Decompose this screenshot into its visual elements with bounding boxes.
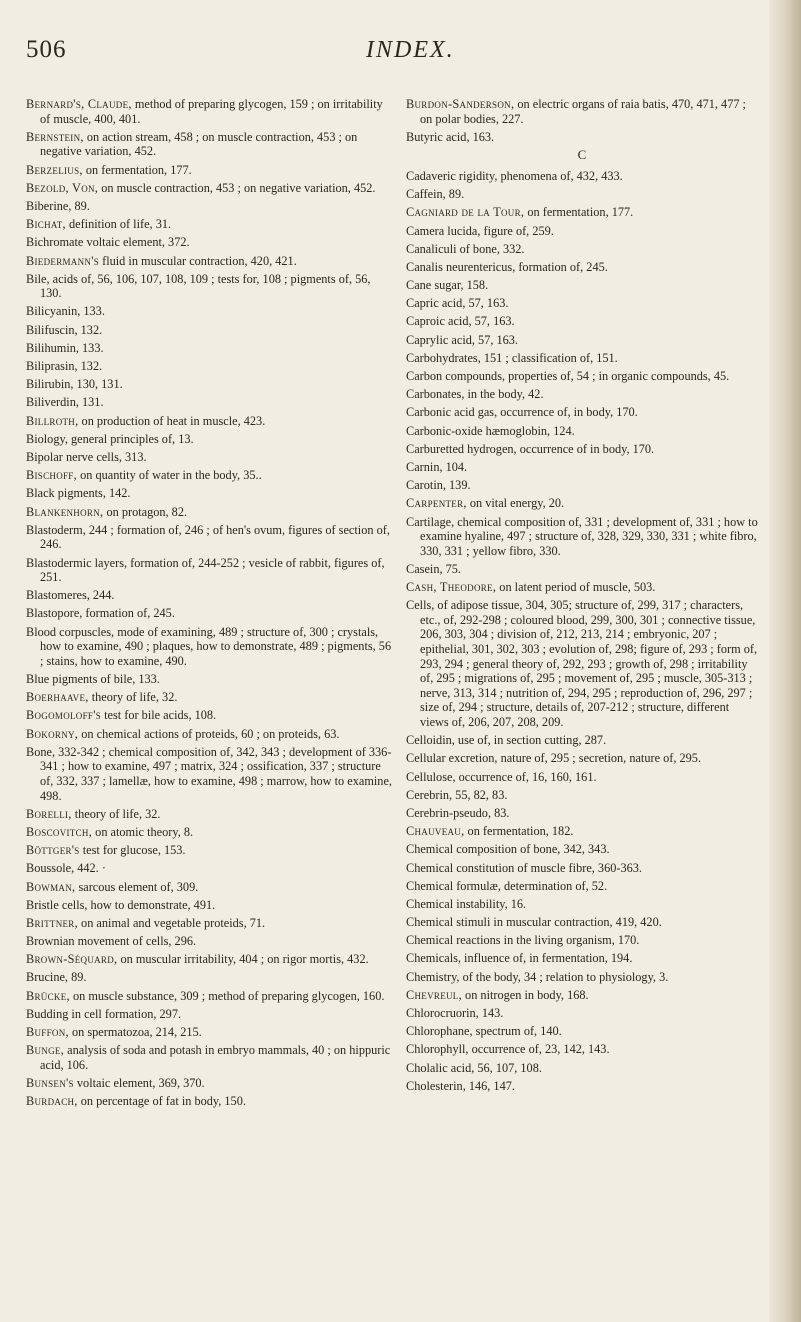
- entry-text: theory of life, 32.: [71, 806, 161, 821]
- entry-name: Berzelius,: [26, 162, 83, 177]
- index-entry: [26, 505, 392, 520]
- index-column-left: [26, 97, 392, 1112]
- index-entry: [26, 825, 392, 840]
- entry-text: Chlorophane, spectrum of, 140.: [406, 1024, 562, 1039]
- index-entry: [26, 1007, 392, 1022]
- index-entry: [26, 254, 392, 269]
- index-entry: [406, 1024, 758, 1039]
- entry-text: Bichromate voltaic element, 372.: [26, 235, 190, 250]
- entry-text: Chemical reactions in the living organism, 170.: [406, 933, 640, 948]
- entry-text: Carbohydrates, 151 ; classification of, 151.: [406, 350, 618, 365]
- index-entry: [26, 523, 392, 552]
- entry-text: Chemistry, of the body, 34 ; relation to physiology, 3.: [406, 969, 669, 984]
- entry-text: on muscle substance, 309 ; method of preparing glycogen, 160.: [69, 988, 385, 1003]
- entry-text: theory of life, 32.: [88, 690, 178, 705]
- index-entry: [406, 580, 758, 595]
- index-entry: [26, 395, 392, 410]
- index-entry: [406, 598, 758, 729]
- entry-text: on action stream, 458 ; on muscle contraction, 453 ; on negative variation, 452.: [40, 129, 358, 159]
- entry-name: Buffon,: [26, 1025, 69, 1039]
- entry-text: Biberine, 89.: [26, 198, 90, 213]
- entry-text: Cholesterin, 146, 147.: [406, 1078, 515, 1093]
- entry-text: definition of life, 31.: [65, 217, 172, 232]
- index-entry: [26, 414, 392, 429]
- index-entry: [406, 260, 758, 275]
- index-entry: [26, 1043, 392, 1072]
- entry-text: Bilifuscin, 132.: [26, 322, 103, 337]
- index-entry: [26, 625, 392, 669]
- index-entry: [26, 235, 392, 250]
- entry-text: on fermentation, 182.: [464, 824, 574, 839]
- entry-text: voltaic element, 369, 370.: [73, 1075, 205, 1090]
- entry-text: Bilicyanin, 133.: [26, 304, 105, 319]
- page-edge-shadow: [769, 0, 801, 1322]
- entry-text: Caffein, 89.: [406, 187, 465, 202]
- entry-text: Black pigments, 142.: [26, 486, 131, 501]
- entry-text: analysis of soda and potash in embryo mammals, 40 ; on hippuric acid, 106.: [40, 1043, 391, 1072]
- entry-text: Carbonic acid gas, occurrence of, in body, 170.: [406, 405, 638, 420]
- entry-text: Bile, acids of, 56, 106, 107, 108, 109 ; tests for, 108 ; pigments of, 56, 130.: [26, 271, 371, 301]
- index-entry: [406, 1079, 758, 1094]
- entry-text: on fermentation, 177.: [524, 205, 634, 220]
- entry-name: Boscovitch,: [26, 824, 93, 839]
- index-entry: [26, 727, 392, 742]
- entry-text: on nitrogen in body, 168.: [461, 987, 589, 1002]
- index-entry: [26, 880, 392, 895]
- index-entry: [26, 272, 392, 301]
- entry-text: Cerebrin, 55, 82, 83.: [406, 787, 508, 802]
- entry-name: Bokorny,: [26, 726, 79, 741]
- index-entry: [406, 915, 758, 930]
- index-entry: [26, 934, 392, 949]
- index-entry: [406, 515, 758, 559]
- index-entry: [406, 842, 758, 857]
- entry-text: on spermatozoa, 214, 215.: [68, 1025, 202, 1039]
- entry-name: Cash, Theodore,: [406, 580, 497, 595]
- entry-name: Brücke,: [26, 988, 70, 1003]
- entry-name: Biedermann's: [26, 253, 100, 268]
- entry-text: test for bile acids, 108.: [101, 708, 217, 723]
- index-entry: [406, 496, 758, 511]
- entry-text: Carbonates, in the body, 42.: [406, 387, 544, 402]
- index-entry: [406, 1006, 758, 1021]
- entry-text: method of preparing glycogen, 159 ; on irritability of muscle, 400, 401.: [40, 97, 383, 126]
- entry-text: on muscular irritability, 404 ; on rigor mortis, 432.: [117, 952, 369, 967]
- index-entry: [406, 861, 758, 876]
- entry-text: Bipolar nerve cells, 313.: [26, 449, 147, 464]
- entry-name: Bischoff,: [26, 468, 77, 483]
- entry-name: Boerhaave,: [26, 690, 89, 705]
- index-entry: [406, 224, 758, 239]
- index-entry: [406, 333, 758, 348]
- entry-text: Cartilage, chemical composition of, 331 ; development of, 331 ; how to examine hyaline, 497 ; structure of, 328, 329, 330, 331 ; white fibro, 330, 331 ; yellow fibro, 330.: [406, 514, 758, 558]
- index-entry: [406, 169, 758, 184]
- entry-text: Cerebrin-pseudo, 83.: [406, 805, 510, 820]
- index-entry: [406, 879, 758, 894]
- entry-text: Blue pigments of bile, 133.: [26, 672, 160, 687]
- entry-name: Bezold, Von,: [26, 180, 99, 195]
- entry-text: Cholalic acid, 56, 107, 108.: [406, 1060, 542, 1075]
- index-entry: [406, 806, 758, 821]
- entry-text: on muscle contraction, 453 ; on negative variation, 452.: [98, 180, 376, 195]
- entry-name: Bunge,: [26, 1043, 65, 1058]
- entry-text: Chemical formulæ, determination of, 52.: [406, 878, 608, 893]
- index-entry: [26, 163, 392, 178]
- index-entry: [26, 1094, 392, 1109]
- entry-text: Carbon compounds, properties of, 54 ; in organic compounds, 45.: [406, 369, 730, 384]
- entry-text: on electric organs of raia batis, 470, 471, 477 ; on polar bodies, 227.: [420, 97, 746, 126]
- index-entry: [26, 1076, 392, 1091]
- index-entry: [26, 606, 392, 621]
- entry-name: Chauveau,: [406, 824, 465, 839]
- index-entry: [26, 588, 392, 603]
- entry-text: on production of heat in muscle, 423.: [78, 413, 266, 428]
- entry-name: Cagniard de la Tour,: [406, 205, 525, 220]
- entry-text: Chemical composition of bone, 342, 343.: [406, 842, 610, 857]
- entry-text: Bone, 332-342 ; chemical composition of, 342, 343 ; development of 336-341 ; how to examine, 497 ; matrix, 324 ; ossification, 337 ; structure of, 332, 337 ; lamellæ, how to examine, 498 ; marrow, how to examine, 498.: [26, 744, 392, 803]
- entry-text: Brownian movement of cells, 296.: [26, 934, 197, 949]
- entry-name: Borelli,: [26, 806, 72, 821]
- index-entry: [406, 733, 758, 748]
- entry-text: Bilirubin, 130, 131.: [26, 377, 123, 392]
- index-entry: [406, 351, 758, 366]
- index-entry: [406, 951, 758, 966]
- section-letter-heading: C: [577, 147, 587, 163]
- entry-text: Cells, of adipose tissue, 304, 305; structure of, 299, 317 ; characters, etc., of, 292-298 ; coloured blood, 299, 300, 301 ; connective tissue, 206, 303, 304 ; division of, 212, 213, 214 ; embryonic, 207 ; epithelial, 301, 302, 303 ; evolution of, 298; figure of, 293 ; form of, 293, 294 ; general theory of, 292, 293 ; growth of, 298 ; irritability of, 295 ; migrations of, 295 ; movement of, 295 ; muscle, 305-313 ; nerve, 313, 314 ; nutrition of, 294, 295 ; reproduction of, 296, 297 ; size of, 294 ; structure, details of, 207-212 ; structure, different views of, 206, 207, 208, 209.: [406, 598, 758, 730]
- entry-text: Butyric acid, 163.: [406, 129, 495, 144]
- entry-name: Bernard's, Claude,: [26, 97, 132, 111]
- entry-text: Carotin, 139.: [406, 478, 471, 493]
- entry-text: Boussole, 442. ·: [26, 861, 106, 876]
- index-entry: [26, 970, 392, 985]
- entry-name: Burdon-Sanderson,: [406, 97, 515, 111]
- entry-name: Brittner,: [26, 915, 78, 930]
- index-entry: [26, 217, 392, 232]
- index-entry: [406, 824, 758, 839]
- entry-text: Chlorophyll, occurrence of, 23, 142, 143.: [406, 1042, 610, 1057]
- index-entry: [26, 1025, 392, 1040]
- entry-name: Bernstein,: [26, 129, 84, 144]
- index-entry: [406, 460, 758, 475]
- entry-text: on protagon, 82.: [103, 504, 188, 519]
- entry-text: Capric acid, 57, 163.: [406, 296, 509, 311]
- entry-text: Cellulose, occurrence of, 16, 160, 161.: [406, 769, 597, 784]
- entry-text: Blastodermic layers, formation of, 244-252 ; vesicle of rabbit, figures of, 251.: [26, 555, 385, 585]
- entry-text: Budding in cell formation, 297.: [26, 1006, 182, 1021]
- entry-text: Carnin, 104.: [406, 459, 468, 474]
- index-entry: [406, 988, 758, 1003]
- entry-name: Burdach,: [26, 1094, 78, 1109]
- index-entry: [26, 486, 392, 501]
- entry-text: on atomic theory, 8.: [92, 824, 194, 839]
- index-entry: [406, 130, 758, 145]
- entry-name: Bogomoloff's: [26, 708, 102, 723]
- entry-text: Canaliculi of bone, 332.: [406, 241, 525, 256]
- entry-text: Chemical constitution of muscle fibre, 360-363.: [406, 860, 642, 875]
- entry-text: fluid in muscular contraction, 420, 421.: [99, 253, 297, 268]
- entry-text: Celloidin, use of, in section cutting, 287.: [406, 733, 607, 748]
- index-entry: [406, 751, 758, 766]
- index-entry: [26, 323, 392, 338]
- entry-text: Cane sugar, 158.: [406, 278, 489, 293]
- index-entry: [406, 405, 758, 420]
- entry-text: Cadaveric rigidity, phenomena of, 432, 433.: [406, 168, 623, 183]
- index-entry: [406, 442, 758, 457]
- index-entry: [26, 97, 392, 126]
- entry-text: Carbonic-oxide hæmoglobin, 124.: [406, 423, 575, 438]
- entry-text: Chlorocruorin, 143.: [406, 1006, 504, 1021]
- entry-name: Bichat,: [26, 217, 66, 232]
- index-column-right: [406, 97, 758, 1097]
- entry-text: Casein, 75.: [406, 561, 461, 576]
- entry-text: Chemicals, influence of, in fermentation, 194.: [406, 951, 633, 966]
- index-entry: [26, 130, 392, 159]
- index-entry: [26, 432, 392, 447]
- entry-text: Biliverdin, 131.: [26, 395, 104, 410]
- entry-text: Blastomeres, 244.: [26, 588, 115, 603]
- entry-text: Bristle cells, how to demonstrate, 491.: [26, 897, 216, 912]
- entry-name: Billroth,: [26, 413, 79, 428]
- entry-text: sarcous element of, 309.: [75, 879, 199, 894]
- index-entry: [26, 304, 392, 319]
- entry-name: Bunsen's: [26, 1075, 74, 1090]
- index-entry: [26, 556, 392, 585]
- index-entry: [406, 562, 758, 577]
- index-entry: [26, 672, 392, 687]
- entry-text: Carburetted hydrogen, occurrence of in body, 170.: [406, 441, 655, 456]
- entry-name: Blankenhorn,: [26, 504, 104, 519]
- index-entry: [26, 690, 392, 705]
- entry-name: Böttger's: [26, 843, 80, 858]
- index-entry: [26, 745, 392, 803]
- index-entry: [26, 181, 392, 196]
- entry-name: Carpenter,: [406, 496, 467, 511]
- index-entry: [406, 278, 758, 293]
- entry-text: on animal and vegetable proteids, 71.: [77, 915, 266, 930]
- index-entry: [406, 897, 758, 912]
- index-entry: [406, 205, 758, 220]
- entry-text: on percentage of fat in body, 150.: [77, 1094, 246, 1109]
- index-entry: [406, 933, 758, 948]
- entry-text: Camera lucida, figure of, 259.: [406, 223, 554, 238]
- entry-name: Bowman,: [26, 879, 76, 894]
- entry-text: Caproic acid, 57, 163.: [406, 314, 515, 329]
- index-entry: [406, 770, 758, 785]
- index-entry: [26, 861, 392, 876]
- index-entry: [26, 341, 392, 356]
- index-entry: [26, 989, 392, 1004]
- page-number: 506: [26, 36, 67, 63]
- entry-text: on chemical actions of proteids, 60 ; on proteids, 63.: [78, 726, 340, 741]
- index-entry: [26, 843, 392, 858]
- page-title: INDEX.: [366, 37, 455, 63]
- entry-text: test for glucose, 153.: [79, 843, 186, 858]
- entry-text: Biliprasin, 132.: [26, 359, 103, 374]
- entry-text: Caprylic acid, 57, 163.: [406, 332, 519, 347]
- index-entry: [26, 952, 392, 967]
- entry-text: Biology, general principles of, 13.: [26, 431, 194, 446]
- entry-text: Cellular excretion, nature of, 295 ; secretion, nature of, 295.: [406, 751, 702, 766]
- entry-text: on latent period of muscle, 503.: [496, 580, 656, 595]
- index-entry: [26, 450, 392, 465]
- index-entry: [406, 187, 758, 202]
- entry-name: Chevreul,: [406, 987, 462, 1002]
- entry-text: on quantity of water in the body, 35..: [77, 468, 262, 483]
- index-entry: [406, 1042, 758, 1057]
- entry-text: Blastoderm, 244 ; formation of, 246 ; of hen's ovum, figures of section of, 246.: [26, 522, 390, 552]
- index-entry: [406, 296, 758, 311]
- index-entry: [406, 424, 758, 439]
- page-header: [26, 36, 746, 76]
- index-entry: [26, 359, 392, 374]
- entry-text: on vital energy, 20.: [466, 496, 565, 511]
- entry-text: Brucine, 89.: [26, 970, 87, 985]
- index-entry: [406, 970, 758, 985]
- index-entry: [406, 242, 758, 257]
- index-entry: [406, 1061, 758, 1076]
- entry-text: Blastopore, formation of, 245.: [26, 606, 175, 621]
- entry-name: Brown-Séquard,: [26, 952, 118, 967]
- index-entry: [406, 369, 758, 384]
- index-entry: [26, 708, 392, 723]
- index-entry: [26, 898, 392, 913]
- entry-text: on fermentation, 177.: [82, 162, 192, 177]
- index-entry: [26, 377, 392, 392]
- index-entry: [26, 807, 392, 822]
- entry-text: Chemical instability, 16.: [406, 896, 527, 911]
- entry-text: Bilihumin, 133.: [26, 340, 104, 355]
- index-entry: [406, 387, 758, 402]
- index-entry: [406, 788, 758, 803]
- index-entry: [26, 199, 392, 214]
- index-entry: [406, 97, 758, 126]
- index-entry: [26, 916, 392, 931]
- index-entry: [26, 468, 392, 483]
- index-entry: [406, 314, 758, 329]
- entry-text: Chemical stimuli in muscular contraction, 419, 420.: [406, 915, 662, 930]
- index-entry: [406, 478, 758, 493]
- entry-text: Canalis neurentericus, formation of, 245.: [406, 259, 608, 274]
- entry-text: Blood corpuscles, mode of examining, 489 ; structure of, 300 ; crystals, how to examine, 490 ; plaques, how to demonstrate, 489 ; pigments, 56 ; stains, how to examine, 490.: [26, 624, 392, 668]
